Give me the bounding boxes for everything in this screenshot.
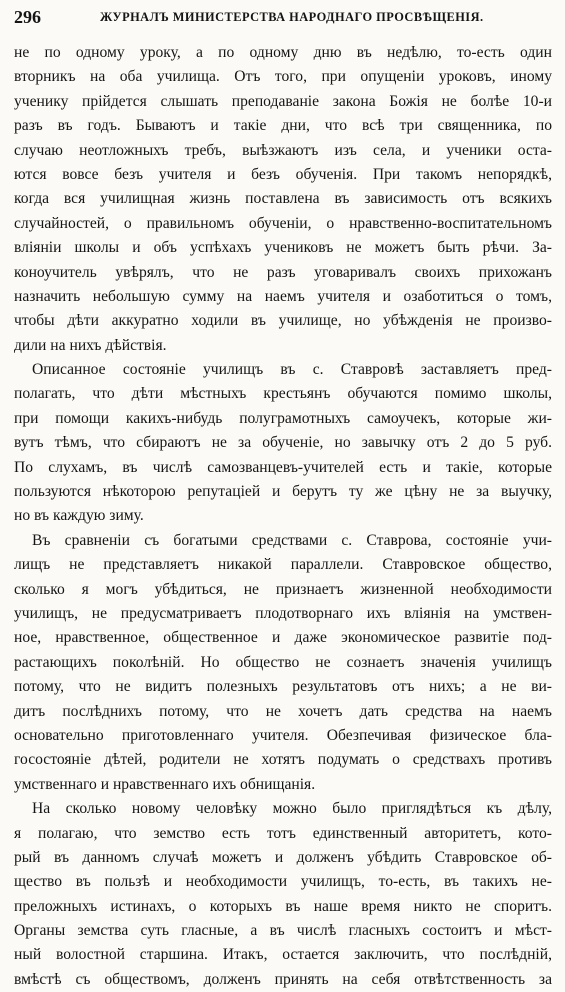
text-line: преложныхъ истинахъ, о которыхъ въ наше время никто не споритъ.	[14, 897, 552, 915]
running-head: ЖУРНАЛЪ МИНИСТЕРСТВА НАРОДНАГО ПРОСВѢЩЕНІЯ.	[100, 10, 484, 24]
text-line: ное, нравственное, общественное и даже экономическое развитіе под-	[14, 629, 552, 647]
text-line: назначить небольшую сумму на наемъ учителя и озаботиться о томъ,	[14, 287, 552, 305]
page-number: 296	[14, 7, 41, 27]
text-line: рый въ данномъ случаѣ можетъ и долженъ убѣдить Ставровское об-	[14, 848, 552, 866]
text-line: дили на нихъ дѣйствія.	[14, 336, 167, 354]
text-line: ный волостной старшина. Итакъ, остается заключить, что послѣдній,	[14, 946, 552, 964]
text-line: случаю неотложныхъ требъ, выѣзжаютъ изъ села, и ученики оста-	[14, 141, 552, 159]
text-line: училищъ, не предусматриваетъ плодотворнаго ихъ вліянія на умствен-	[14, 604, 552, 622]
text-line: госостояніе дѣтей, родители не хотятъ подумать о средствахъ противъ	[14, 751, 552, 769]
text-line: растающихъ поколѣній. Но общество не сознаетъ значенія училищъ	[14, 653, 552, 671]
text-line: умственнаго и нравственнаго ихъ обнищанія.	[14, 775, 316, 793]
text-line: полагать, что дѣти мѣстныхъ крестьянъ обучаются помимо школы,	[14, 385, 552, 403]
text-line: вмѣстѣ съ обществомъ, долженъ принять на себя отвѣтственность за	[14, 970, 552, 988]
text-line: основательно приготовленнаго учителя. Обезпечивая физическое бла-	[14, 726, 552, 744]
text-line: вліяніи школы и объ успѣхахъ учениковъ не можетъ быть рѣчи. За-	[14, 239, 552, 257]
text-line: дитъ послѣднихъ потому, что не хочетъ дать средства на наемъ	[14, 702, 552, 720]
text-line: пользуются нѣкоторою репутаціей и берутъ ту же цѣну не за выучку,	[14, 483, 552, 501]
text-line: когда вся училищная жизнь поставлена въ зависимость отъ всякихъ	[14, 190, 552, 208]
text-line: ученику прійдется слышать преподаваніе закона Божія не болѣе 10-и	[14, 92, 552, 110]
text-line: я полагаю, что земство есть тотъ единственный авторитетъ, кото-	[14, 824, 552, 842]
text-line: но въ каждую зиму.	[14, 507, 144, 525]
text-line: при помощи какихъ-нибудь полуграмотныхъ самоучекъ, которые жи-	[14, 409, 552, 427]
text-line: Въ сравненіи съ богатыми средствами с. Ставрова, состояніе учи-	[32, 531, 552, 549]
text-line: потому, что не видитъ полезныхъ результатовъ отъ нихъ; а не ви-	[14, 678, 552, 696]
text-line: По слухамъ, въ числѣ самозванцевъ-учителей есть и такіе, которые	[14, 458, 552, 476]
text-line: Описанное состояніе училищъ въ с. Ставровѣ заставляетъ пред-	[32, 361, 552, 379]
body-text	[14, 41, 552, 992]
text-line: вторникъ на оба училища. Отъ того, при опущеніи уроковъ, иному	[14, 68, 552, 86]
text-line: лищъ не представляетъ никакой параллели. Ставровское общество,	[14, 556, 552, 574]
page-header	[14, 6, 554, 28]
text-line: сколько я могъ убѣдиться, не признаетъ жизненной необходимости	[14, 580, 552, 598]
text-line: разъ въ годъ. Бываютъ и такіе дни, что всѣ три священника, по	[14, 117, 552, 135]
text-line: Органы земства суть гласные, а въ числѣ гласныхъ состоитъ и мѣст-	[14, 922, 552, 940]
text-line: На сколько новому человѣку можно было приглядѣться къ дѣлу,	[32, 800, 552, 818]
text-line: ются вовсе безъ учителя и безъ обученія. При такомъ непорядкѣ,	[14, 165, 552, 183]
text-line: не по одному уроку, а по одному дню въ недѣлю, то-есть один	[14, 44, 552, 61]
text-line: вутъ тѣмъ, что сбираютъ не за обученіе, но завычку отъ 2 до 5 руб.	[14, 434, 552, 452]
text-line: щество въ пользѣ и необходимости училищъ, то-есть, въ такихъ не-	[14, 873, 552, 891]
text-line: чтобы дѣти аккуратно ходили въ училище, но убѣжденія не произво-	[14, 312, 552, 330]
text-line: коноучитель увѣрялъ, что не разъ уговаривалъ своихъ прихожанъ	[14, 263, 552, 281]
text-line: случайностей, о правильномъ обученіи, о нравственно-воспитательномъ	[14, 214, 552, 232]
